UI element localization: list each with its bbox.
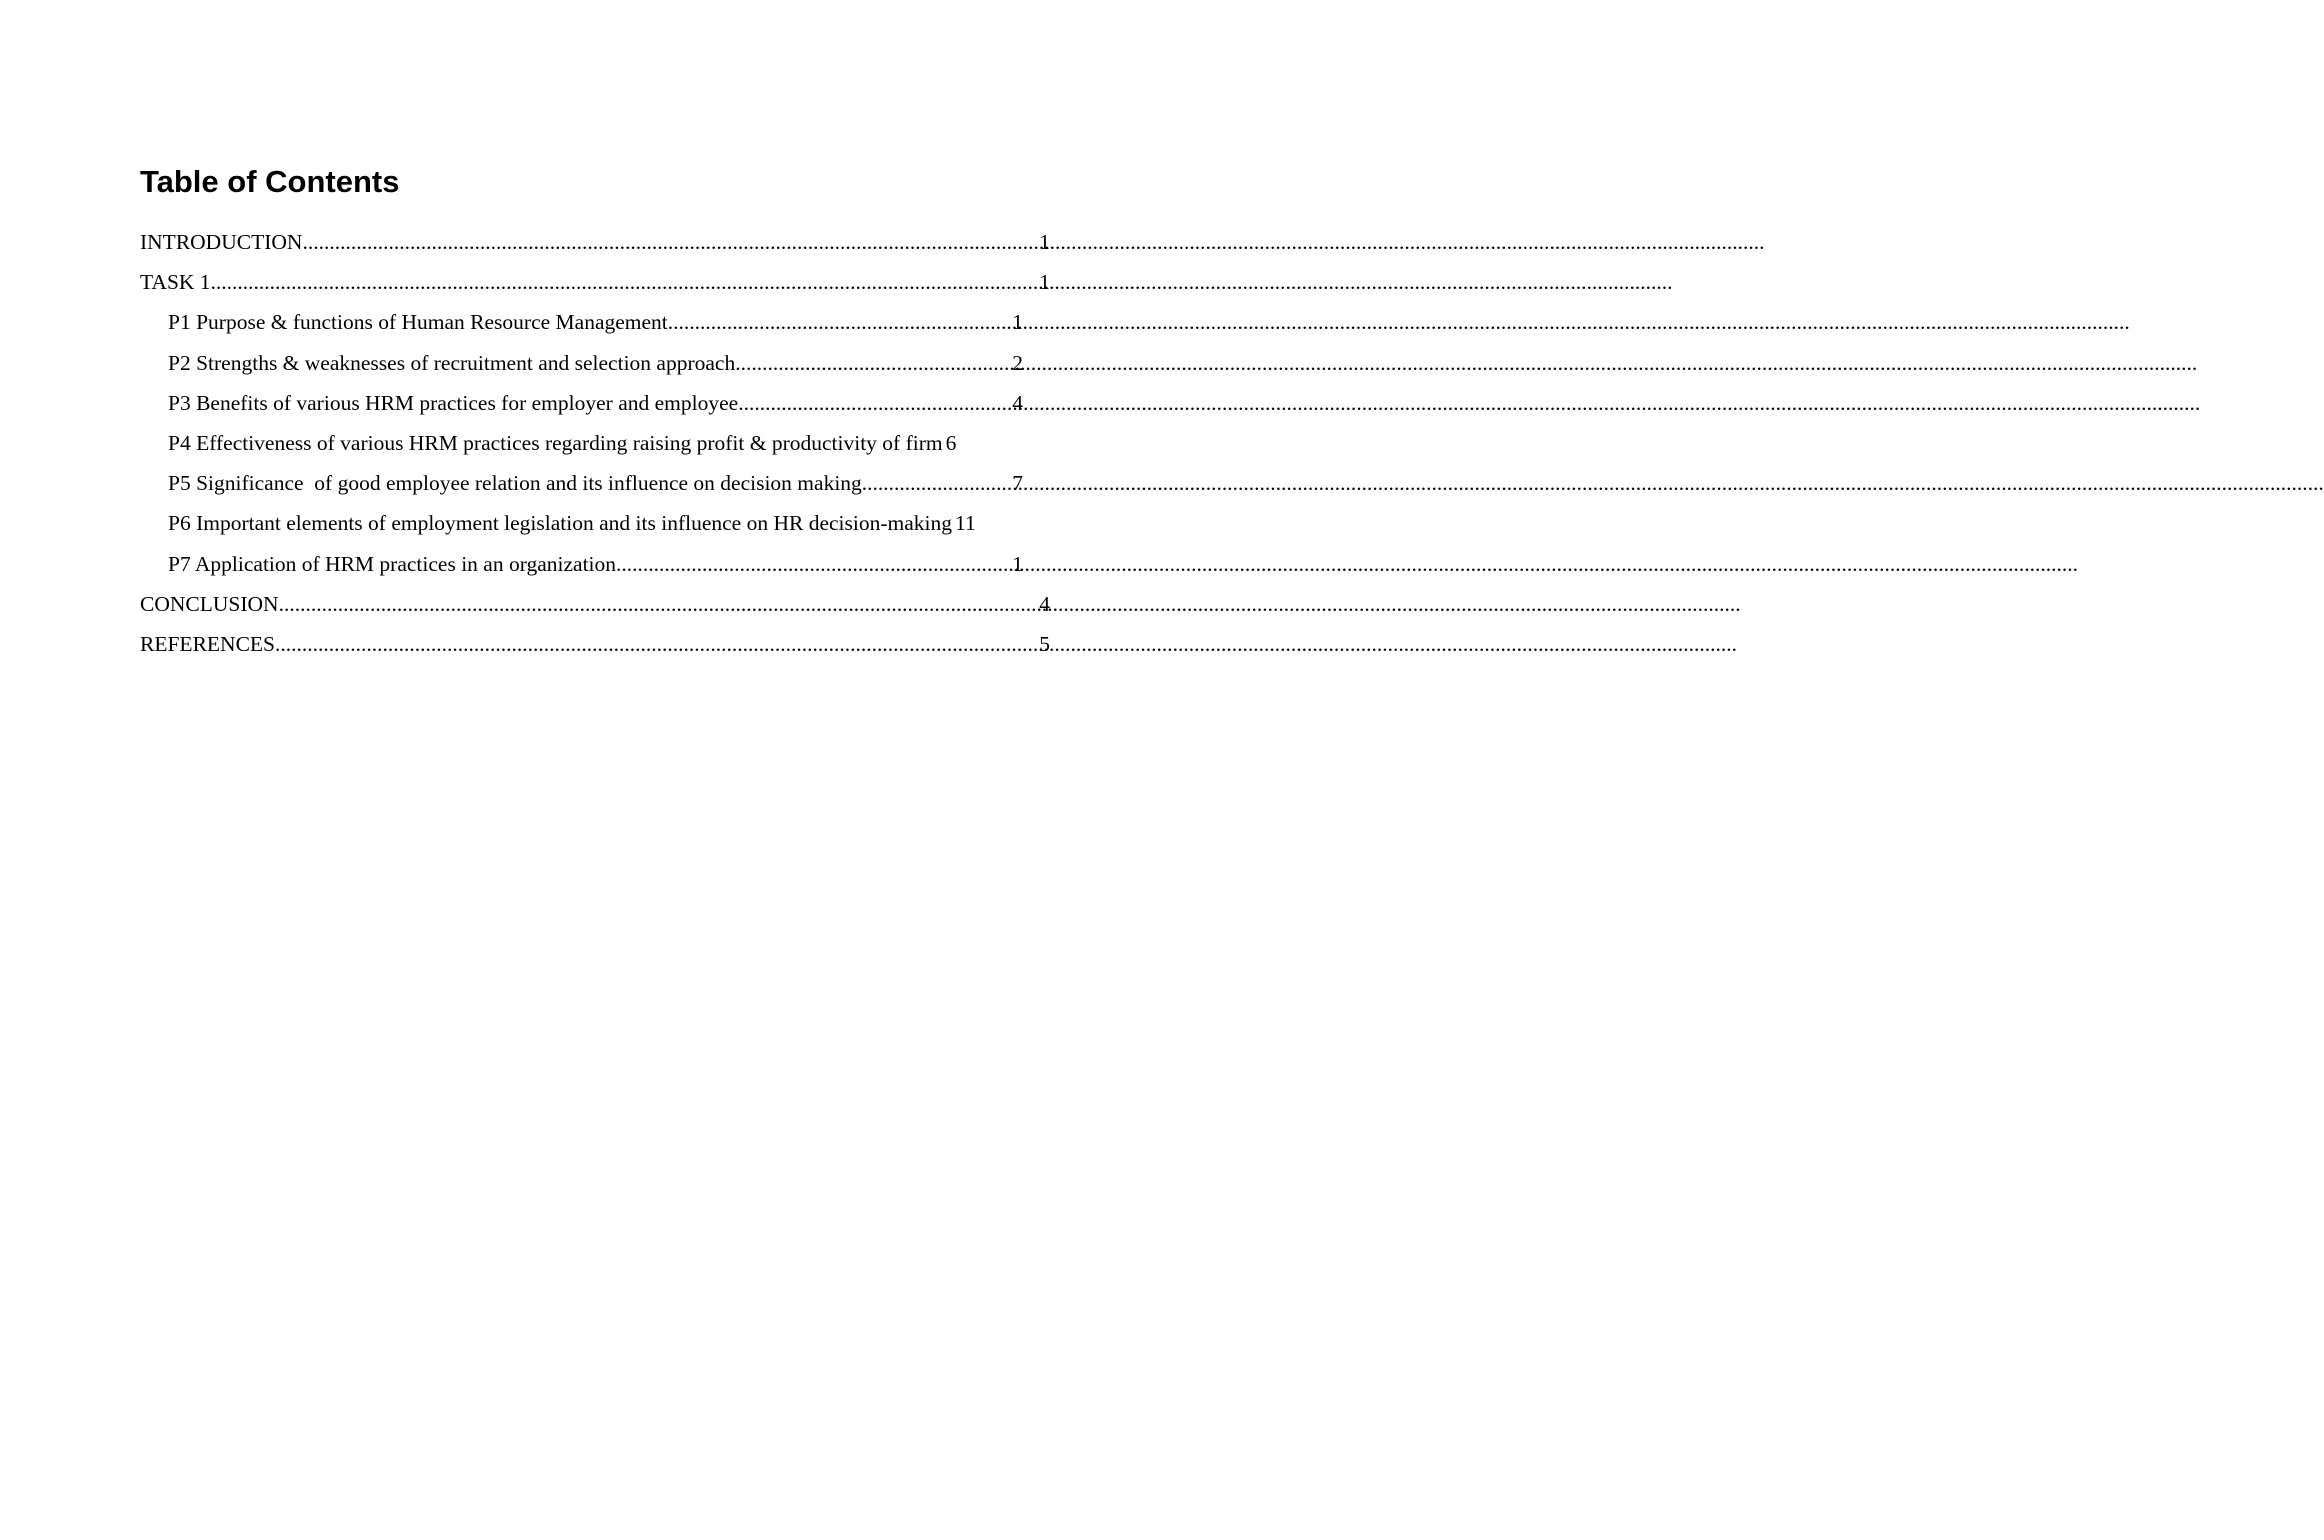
toc-entry-text: TASK 1: [140, 270, 211, 295]
toc-entry-text: REFERENCES: [140, 631, 275, 656]
toc-dot-leader: [279, 584, 1040, 624]
toc-dot-leader: [302, 222, 1039, 262]
toc-dot-leader: [275, 624, 1039, 664]
toc-page-number: 5: [1039, 631, 1050, 656]
toc-page-number: 1: [1039, 270, 1050, 295]
toc-dot-leader: [735, 343, 1012, 383]
toc-list: [0, 222, 1190, 664]
toc-entry-conclusion[interactable]: [140, 584, 1050, 624]
toc-entry-text: CONCLUSION: [140, 591, 279, 616]
toc-page-number: 1: [1039, 230, 1050, 254]
toc-page-number: 1: [1012, 551, 1023, 576]
toc-dot-leader: [862, 463, 1012, 503]
toc-entry-p2[interactable]: [168, 343, 1023, 383]
toc-heading: Table of Contents: [140, 164, 400, 199]
toc-entry-text: P7 Application of HRM practices in an organization: [168, 551, 617, 576]
toc-entry-text: P1 Purpose & functions of Human Resource Management: [168, 310, 668, 335]
toc-page-number: 7: [1012, 471, 1023, 496]
toc-entry-text: P6 Important elements of employment legislation and its influence on HR decision-making: [168, 511, 952, 536]
toc-entry-p3[interactable]: [168, 383, 1023, 423]
toc-page-number: 6: [945, 430, 957, 455]
toc-dot-leader: [211, 262, 1040, 302]
toc-entry-p6[interactable]: [168, 503, 1048, 543]
toc-entry-introduction[interactable]: [140, 222, 1050, 262]
toc-entry-text: P3 Benefits of various HRM practices for employer and employee: [168, 390, 739, 415]
toc-entry-task-1[interactable]: [140, 262, 1050, 302]
toc-page-number: 2: [1012, 350, 1023, 375]
toc-dot-leader: [738, 383, 1012, 423]
toc-page-number: 4: [1039, 591, 1050, 616]
toc-page-number: 4: [1012, 390, 1023, 415]
toc-dot-leader: [616, 544, 1012, 584]
toc-entry-text: INTRODUCTION: [140, 230, 303, 254]
toc-entry-references[interactable]: [140, 624, 1050, 664]
toc-page-number: 1: [1012, 310, 1023, 335]
toc-entry-p1[interactable]: [168, 302, 1023, 342]
toc-entry-text: P2 Strengths & weaknesses of recruitment and selection approach: [168, 350, 736, 375]
toc-entry-text: P4 Effectiveness of various HRM practices regarding raising profit & productivity of firm: [168, 430, 943, 455]
toc-page-number: 11: [955, 511, 976, 536]
toc-entry-p4[interactable]: [168, 423, 1048, 463]
toc-entry-p7[interactable]: [168, 544, 1023, 584]
toc-entry-p5[interactable]: [168, 463, 1023, 503]
toc-entry-text: P5 Significance of good employee relation and its influence on decision making: [168, 471, 862, 496]
toc-dot-leader: [668, 302, 1012, 342]
